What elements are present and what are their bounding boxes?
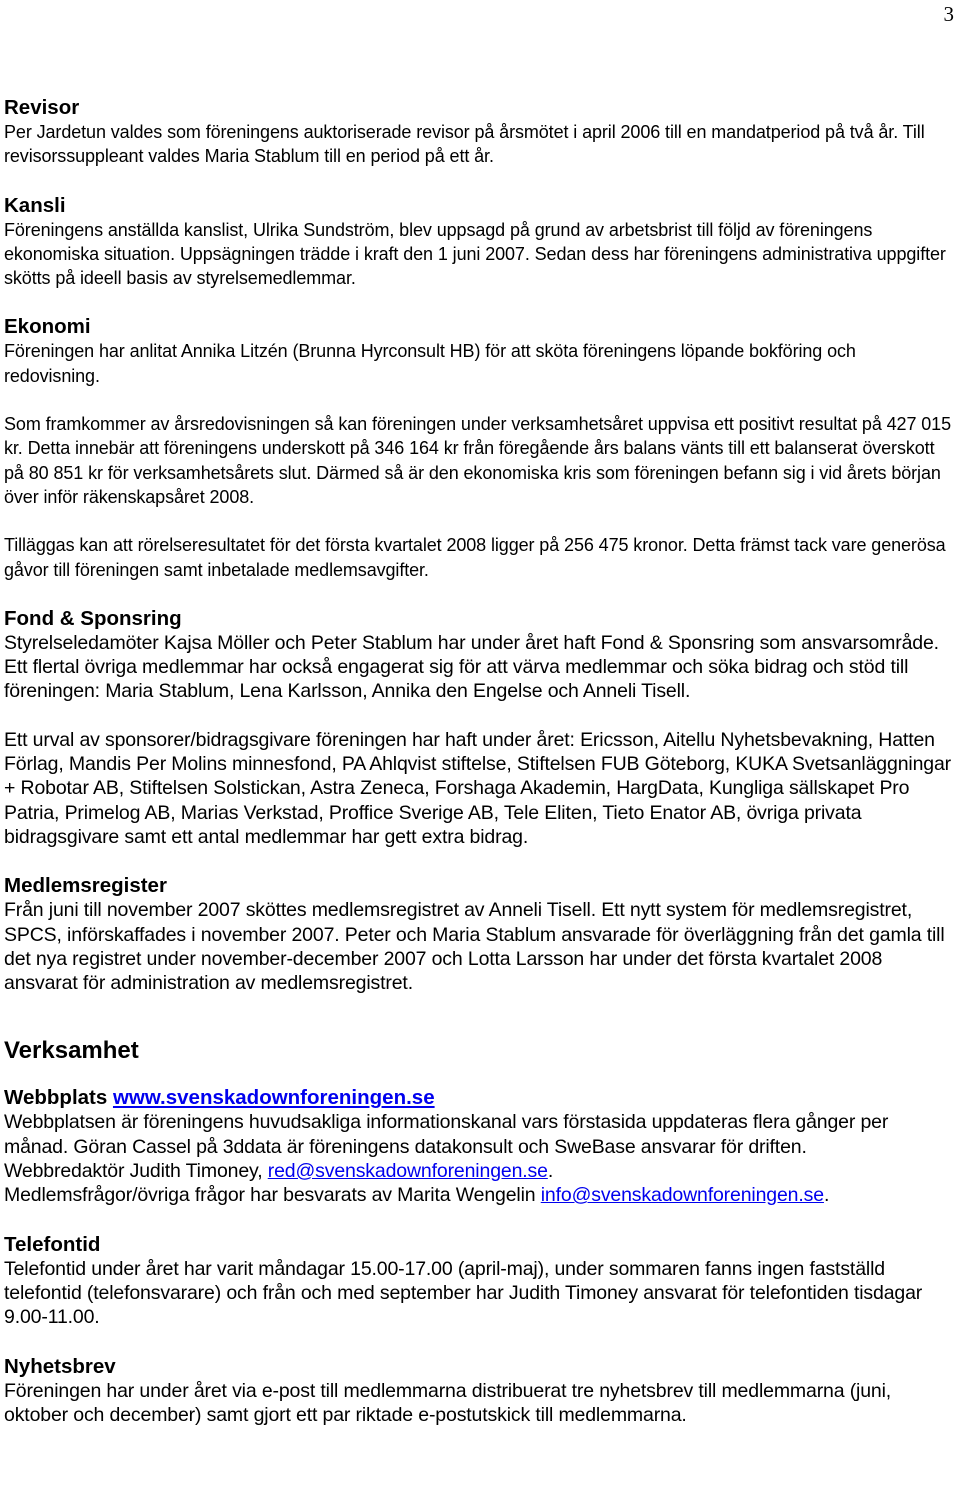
email-link-info[interactable]: info@svenskadownforeningen.se — [540, 1184, 824, 1207]
ekonomi-paragraph-1: Föreningen har anlitat Annika Litzén (Brunna Hyrconsult HB) för att sköta föreningens löpande bokföring och redovisning. — [4, 341, 856, 386]
webbplats-heading-label: Webbplats — [4, 1086, 113, 1110]
medlemsfragor-suffix: . — [823, 1184, 830, 1207]
section-nyhetsbrev — [4, 1354, 954, 1428]
heading-nyhetsbrev: Nyhetsbrev — [4, 1354, 116, 1378]
revisor-text: Per Jardetun valdes som föreningens auktoriserade revisor på årsmötet i april 2006 till en mandatperiod på två år. Till revisorssuppleant valdes Maria Stablum till en period på ett år. — [4, 122, 925, 167]
heading-kansli: Kansli — [4, 193, 66, 217]
section-fond-sponsring — [4, 606, 954, 849]
section-ekonomi — [4, 314, 954, 581]
nyhetsbrev-text: Föreningen har under året via e-post till medlemmarna distribuerat tre nyhetsbrev till medlemmarna (juni, oktober och december) samt gjort ett par riktade e-postutskick till medlemmarna. — [4, 1379, 892, 1426]
webbredaktor-line — [4, 1159, 954, 1183]
heading-revisor: Revisor — [4, 96, 80, 119]
heading-telefontid: Telefontid — [4, 1232, 101, 1256]
website-link[interactable]: www.svenskadownforeningen.se — [112, 1086, 435, 1110]
webbredaktor-label: Webbredaktör Judith Timoney, — [4, 1160, 268, 1183]
section-telefontid — [4, 1232, 954, 1330]
section-revisor — [4, 95, 954, 169]
heading-fond-sponsring: Fond & Sponsring — [4, 606, 182, 630]
heading-webbplats — [4, 1085, 954, 1110]
fond-paragraph-2: Ett urval av sponsorer/bidragsgivare föreningen har haft under året: Ericsson, Aitellu Nyhetsbevakning, Hatten Förlag, Mandis Per Molins minnesfond, PA Ahlqvist stiftelse, Stiftelsen FUB Göteborg, KUKA Svetsanläggningar + Robotar AB, Stiftelsen Solstickan, Astra Zeneca, Forshaga Akademin, HargData, Kungliga sällskapet Pro Patria, Primelog AB, Marias Verkstad, Proffice Sverige AB, Tele Eliten, Tieto Enator AB, övriga privata bidragsgivare samt ett antal medlemmar har gett extra bidrag. — [4, 728, 951, 848]
page-number: 3 — [943, 2, 954, 26]
heading-verksamhet: Verksamhet — [4, 1037, 139, 1065]
section-kansli — [4, 193, 954, 291]
section-verksamhet — [4, 1037, 954, 1065]
medlemsregister-text: Från juni till november 2007 sköttes medlemsregistret av Anneli Tisell. Ett nytt system för medlemsregistret, SPCS, införskaffades i november 2007. Peter och Maria Stablum ansvarade för överläggning från det gamla till det nya registret under november-december 2007 och Lotta Larsson har under det första kvartalet 2008 ansvarat för administration av medlemsregistret. — [4, 899, 945, 995]
kansli-text: Föreningens anställda kanslist, Ulrika Sundström, blev uppsagd på grund av arbetsbrist till följd av föreningens ekonomiska situation. Uppsägningen trädde i kraft den 1 juni 2007. Sedan dess har föreningens administrativa uppgifter skötts på ideell basis av styrelsemedlemmar. — [4, 219, 946, 289]
webbplats-paragraph: Webbplatsen är föreningens huvudsakliga informationskanal vars förstasida uppdateras flera gånger per månad. Göran Cassel på 3ddata är föreningens datakonsult och SweBase ansvarar för driften. — [4, 1111, 889, 1158]
section-medlemsregister — [4, 873, 954, 995]
telefontid-text: Telefontid under året har varit måndagar 15.00-17.00 (april-maj), under sommaren fanns ingen fastställd telefontid (telefonsvarare) och från och med september har Judith Timoney ansvarat för telefontiden tisdagar 9.00-11.00. — [4, 1257, 923, 1329]
email-link-red[interactable]: red@svenskadownforeningen.se — [267, 1160, 548, 1183]
webbredaktor-suffix: . — [547, 1160, 554, 1183]
fond-paragraph-1: Styrelseledamöter Kajsa Möller och Peter Stablum har under året haft Fond & Sponsring som ansvarsområde. Ett flertal övriga medlemmar har också engagerat sig för att värva medlemmar och söka bidrag och stöd till föreningen: Maria Stablum, Lena Karlsson, Annika den Engelse och Anneli Tisell. — [4, 631, 939, 703]
medlemsfragor-line — [4, 1183, 954, 1207]
heading-ekonomi: Ekonomi — [4, 315, 91, 339]
ekonomi-paragraph-3: Tilläggas kan att rörelseresultatet för det första kvartalet 2008 ligger på 256 475 kronor. Detta främst tack vare generösa gåvor till föreningen samt inbetalade medlemsavgifter. — [4, 535, 946, 580]
section-webbplats — [4, 1085, 954, 1207]
heading-medlemsregister: Medlemsregister — [4, 874, 167, 898]
medlemsfragor-label: Medlemsfrågor/övriga frågor har besvarats av Marita Wengelin — [4, 1184, 541, 1207]
ekonomi-paragraph-2: Som framkommer av årsredovisningen så kan föreningen under verksamhetsåret uppvisa ett positivt resultat på 427 015 kr. Detta innebär att föreningens underskott på 346 164 kr från föregående års balans vänts till ett balanserat överskott på 80 851 kr för verksamhetsårets slut. Därmed så är den ekonomiska kris som föreningen befann sig i vid årets början över inför räkenskapsåret 2008. — [4, 414, 952, 507]
document-body — [4, 95, 954, 1427]
